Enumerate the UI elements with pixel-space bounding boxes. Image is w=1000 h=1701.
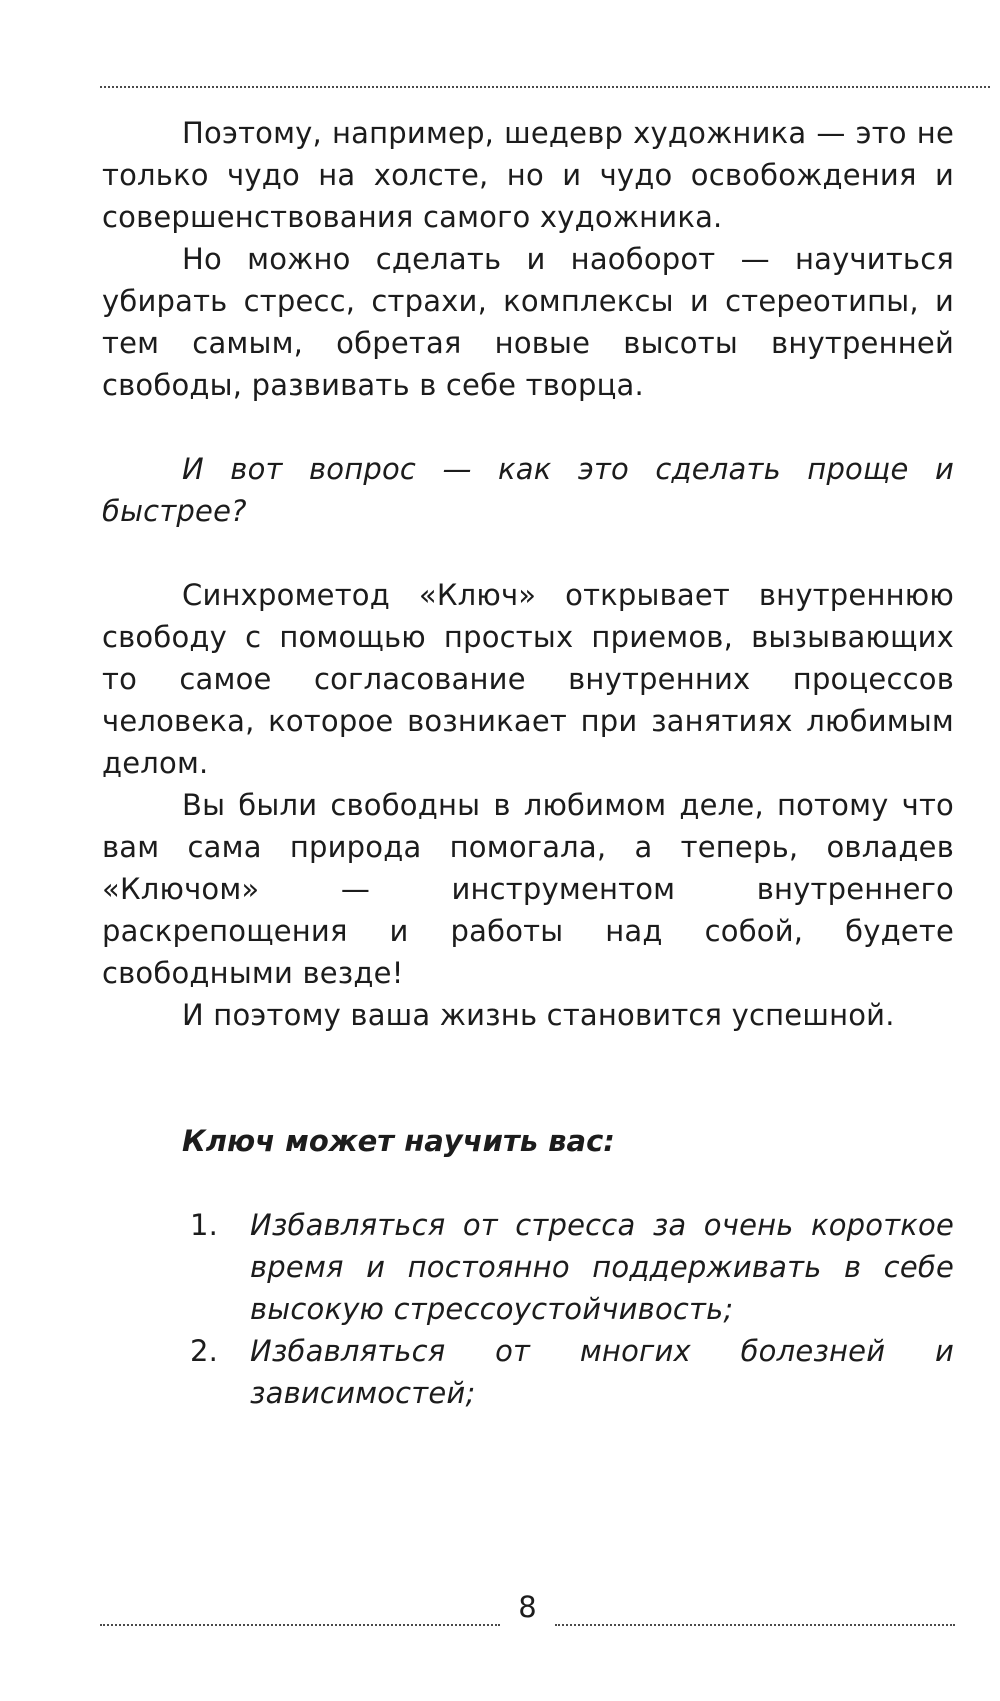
paragraph-4: Вы были свободны в любимом деле, потому что вам сама природа помогала, а теперь, овладев «Ключом» — инструментом внутреннего раскрепощения и работы над собой, будете свободными везде! <box>102 788 954 990</box>
page-number: 8 <box>518 1590 537 1624</box>
list-item <box>102 1330 954 1414</box>
list-item-number: 1. <box>190 1208 219 1242</box>
spacer <box>102 1036 954 1120</box>
top-dotted-rule <box>100 86 990 88</box>
question-paragraph: И вот вопрос — как это сделать проще и быстрее? <box>102 452 954 528</box>
paragraph-1: Поэтому, например, шедевр художника — это не только чудо на холсте, но и чудо освобождения и совершенствования самого художника. <box>102 116 954 234</box>
list-item-number: 2. <box>190 1334 219 1368</box>
paragraph-5: И поэтому ваша жизнь становится успешной. <box>182 998 895 1032</box>
paragraph-2: Но можно сделать и наоборот — научиться убирать стресс, страхи, комплексы и стереотипы, и тем самым, обретая новые высоты внутренней свободы, развивать в себе творца. <box>102 242 954 402</box>
spacer <box>102 1162 954 1204</box>
section-heading: Ключ может научить вас: <box>182 1124 615 1158</box>
footer-dotted-rule-right <box>555 1624 955 1626</box>
skills-list <box>102 1204 954 1414</box>
spacer <box>102 532 954 574</box>
list-item <box>102 1204 954 1330</box>
list-item-text: Избавляться от многих болезней и зависимостей; <box>250 1334 954 1410</box>
spacer <box>102 406 954 448</box>
paragraph-3: Синхрометод «Ключ» открывает внутреннюю свободу с помощью простых приемов, вызывающих то самое согласование внутренних процессов человека, которое возникает при занятиях любимым делом. <box>102 578 954 780</box>
footer-dotted-rule-left <box>100 1624 500 1626</box>
list-item-text: Избавляться от стресса за очень короткое время и постоянно поддерживать в себе высокую стрессоустойчивость; <box>250 1208 954 1326</box>
page-body <box>102 112 954 1414</box>
